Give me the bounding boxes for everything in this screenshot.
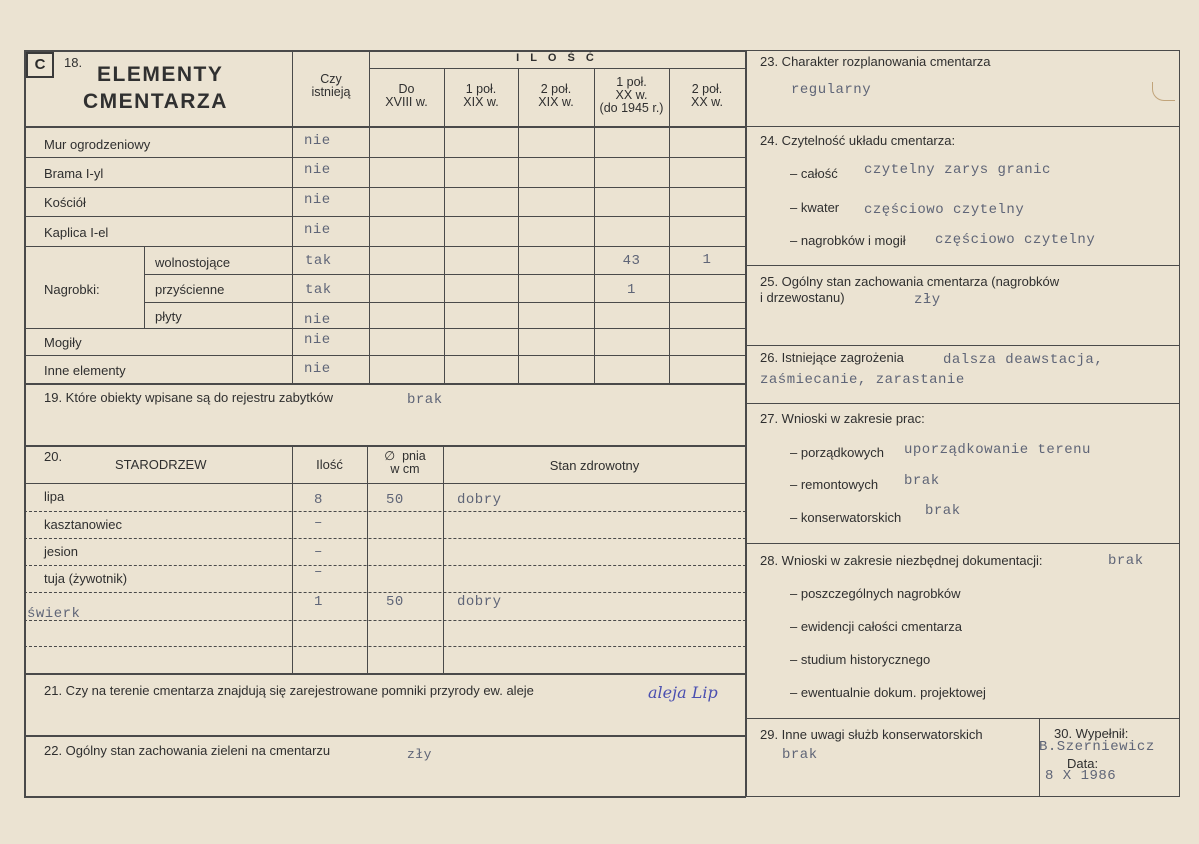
q19-label: 19. Które obiekty wpisane są do rejestru zabytków <box>44 390 334 405</box>
q20-col-trunk: ∅ pnia w cm <box>384 449 426 476</box>
q26-label: 26. Istniejące zagrożenia <box>760 350 904 365</box>
tree-trunk: 50 <box>386 594 404 610</box>
exists-value: nie <box>304 133 331 149</box>
tree-trunk: 50 <box>386 492 404 508</box>
q24-item-value: częściowo czytelny <box>935 232 1096 248</box>
date-value: 8 X 1986 <box>1045 768 1117 784</box>
q28-item: – ewentualnie dokum. projektowej <box>790 685 986 700</box>
q30-label: 30. Wypełnił: <box>1054 726 1129 741</box>
exists-value: tak <box>305 253 332 269</box>
q22-value: zły <box>407 747 432 762</box>
tree-qty: 8 <box>314 492 323 508</box>
q29-label: 29. Inne uwagi służb konserwatorskich <box>760 727 983 742</box>
q23-value: regularny <box>791 82 872 98</box>
element-label-wall: Mur ogrodzeniowy <box>44 137 151 152</box>
section-18-title-line1: ELEMENTY <box>97 63 224 86</box>
q20-number: 20. <box>44 449 63 464</box>
tree-qty: – <box>314 544 323 560</box>
tree-qty: 1 <box>314 594 323 610</box>
element-label-gate: Brama I-yl <box>44 166 104 181</box>
element-label-other: Inne elementy <box>44 363 126 378</box>
q25-label-line2: i drzewostanu) <box>760 290 845 305</box>
q27-item-value: brak <box>925 503 961 519</box>
q21-value: aleja Lip <box>648 683 718 702</box>
pencil-mark <box>1152 82 1175 101</box>
tree-name: tuja (żywotnik) <box>44 571 128 586</box>
period-header-1: Do XVIII w. <box>385 82 428 109</box>
q26-value-line1: dalsza deawstacja, <box>943 352 1104 368</box>
element-label-slabs: płyty <box>155 309 182 324</box>
exists-value: nie <box>304 222 331 238</box>
q27-item-label: – porządkowych <box>790 445 884 460</box>
q27-label: 27. Wnioski w zakresie prac: <box>760 411 925 426</box>
date-label: Data: <box>1067 756 1099 771</box>
tree-name: lipa <box>44 489 65 504</box>
tree-name: świerk <box>27 606 81 622</box>
section-badge-letter: C <box>34 56 46 73</box>
q22-label: 22. Ogólny stan zachowania zieleni na cmentarzu <box>44 743 331 758</box>
element-label-wall-mounted: przyścienne <box>155 282 225 297</box>
q28-item: – poszczególnych nagrobków <box>790 586 961 601</box>
col-exists-header: Czy istnieją <box>311 72 351 99</box>
element-label-freestanding: wolnostojące <box>155 255 231 270</box>
q28-value: brak <box>1108 553 1144 569</box>
q24-item-label: – całość <box>790 166 838 181</box>
q30-value: B.Szerniewicz <box>1039 739 1155 755</box>
period-header-4: 1 poł. XX w. (do 1945 r.) <box>599 75 664 115</box>
q20-col-health: Stan zdrowotny <box>549 458 640 473</box>
element-label-chapel: Kaplica I-el <box>44 225 109 240</box>
exists-value: nie <box>304 162 331 178</box>
period-header-5: 2 poł. XX w. <box>691 82 723 109</box>
q27-item-value: brak <box>904 473 940 489</box>
q19-value: brak <box>407 392 443 408</box>
q21-label: 21. Czy na terenie cmentarza znajdują się zarejestrowane pomniki przyrody ew. aleje <box>44 683 534 698</box>
q27-item-label: – konserwatorskich <box>790 510 902 525</box>
exists-value: nie <box>304 312 331 328</box>
q24-label: 24. Czytelność układu cmentarza: <box>760 133 956 148</box>
q26-value-line2: zaśmiecanie, zarastanie <box>760 372 965 388</box>
q23-label: 23. Charakter rozplanowania cmentarza <box>760 54 991 69</box>
q24-item-label: – kwater <box>790 200 840 215</box>
q20-col-qty: Ilość <box>316 457 343 472</box>
tree-name: jesion <box>44 544 78 559</box>
q20-title: STARODRZEW <box>115 457 207 472</box>
q24-item-label: – nagrobków i mogił <box>790 233 906 248</box>
qty-freestanding-xx2: 1 <box>702 252 712 268</box>
quantity-header: I L O Ś Ć <box>516 52 598 64</box>
q24-item-value: czytelny zarys granic <box>864 162 1051 178</box>
exists-value: nie <box>304 361 331 377</box>
tree-qty: – <box>314 564 323 580</box>
q27-item-value: uporządkowanie terenu <box>904 442 1091 458</box>
q28-label: 28. Wnioski w zakresie niezbędnej dokumentacji: <box>760 553 1043 568</box>
element-label-church: Kościół <box>44 195 86 210</box>
q25-value: zły <box>914 292 941 308</box>
q28-item: – studium historycznego <box>790 652 931 667</box>
qty-freestanding-xx1: 43 <box>622 253 641 269</box>
q28-item: – ewidencji całości cmentarza <box>790 619 962 634</box>
tree-qty: – <box>314 515 323 531</box>
q24-item-value: częściowo czytelny <box>864 202 1025 218</box>
exists-value: nie <box>304 192 331 208</box>
exists-value: nie <box>304 332 331 348</box>
q25-label-line1: 25. Ogólny stan zachowania cmentarza (nagrobków <box>760 274 1060 289</box>
section-18-number: 18. <box>64 55 83 70</box>
element-label-graves: Mogiły <box>44 335 82 350</box>
qty-wall-mounted-xx1: 1 <box>627 282 636 298</box>
tree-name: kasztanowiec <box>44 517 123 532</box>
tree-health: dobry <box>457 492 502 508</box>
q27-item-label: – remontowych <box>790 477 879 492</box>
section-18-title-line2: CMENTARZA <box>83 90 228 113</box>
exists-value: tak <box>305 282 332 298</box>
period-header-2: 1 poł. XIX w. <box>463 82 499 109</box>
element-label-tombstones: Nagrobki: <box>44 282 100 297</box>
tree-health: dobry <box>457 594 502 610</box>
period-header-3: 2 poł. XIX w. <box>538 82 574 109</box>
section-badge <box>26 52 54 78</box>
q29-value: brak <box>782 747 818 763</box>
